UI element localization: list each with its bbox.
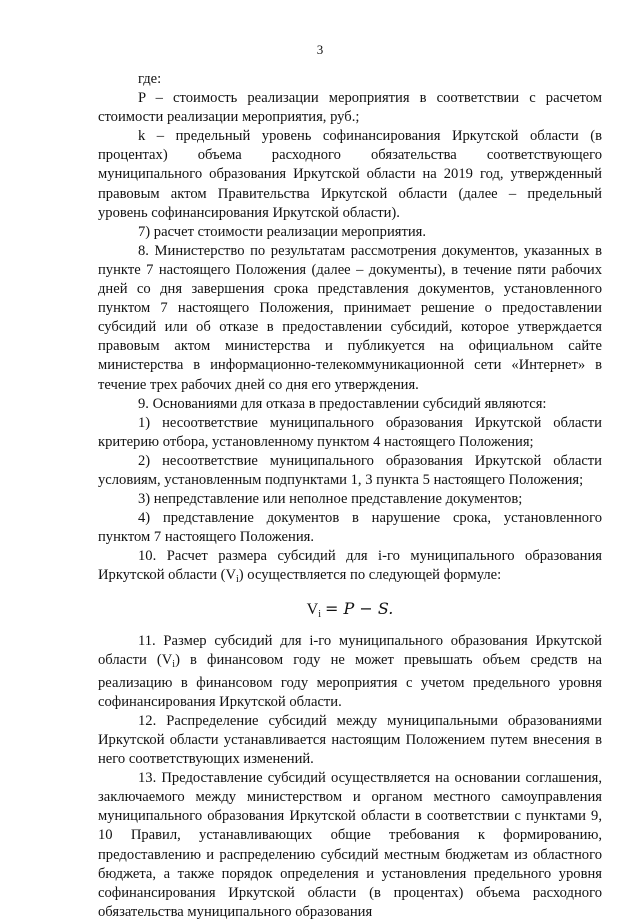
paragraph-12: 12. Распределение субсидий между муниципальными образованиями Иркутской области устанавливается настоящим Положением путем внесения в него соответствующих изменений. bbox=[98, 712, 602, 768]
paragraph-9-2: 2) несоответствие муниципального образования Иркутской области условиям, установленным подпунктами 1, 3 пункта 5 настоящего Положения; bbox=[98, 452, 602, 488]
paragraph-9-1: 1) несоответствие муниципального образования Иркутской области критерию отбора, установленному пунктом 4 настоящего Положения; bbox=[98, 414, 602, 450]
paragraph-10-tail: ) осуществляется по следующей формуле: bbox=[238, 567, 502, 584]
formula-rhs: = P − S. bbox=[325, 598, 394, 618]
paragraph-11-tail: ) в финансовом году не может превышать объем средств на реализацию в финансовом году мероприятия с учетом предельного уровня софинансирования Иркутской области. bbox=[98, 651, 602, 710]
paragraph-10-head: 10. Расчет размера субсидий для i-го муниципального образования Иркутской области (V bbox=[98, 548, 602, 584]
paragraph-9: 9. Основаниями для отказа в предоставлении субсидий являются: bbox=[138, 395, 547, 412]
paragraph-where: где: bbox=[138, 71, 162, 87]
paragraph-10 bbox=[98, 547, 602, 589]
formula-subscript: i bbox=[318, 608, 322, 620]
formula-lhs: V bbox=[306, 600, 319, 618]
paragraph-k-definition: k – предельный уровень софинансирования Иркутской области (в процентах) объема расходного обязательства соответствующего муниципального образования Иркутской области на 2019 год, утвержденный правовым актом Правительства Иркутской области (далее – предельный уровень софинансирования Иркутской области). bbox=[98, 128, 602, 221]
paragraph-11-head: 11. Размер субсидий для i-го муниципального образования Иркутской области (V bbox=[98, 632, 602, 668]
paragraph-13: 13. Предоставление субсидий осуществляется на основании соглашения, заключаемого между министерством и органом местного самоуправления муниципального образования Иркутской области в соответствии с пунктами 9, 10 Правил, устанавливающих общие требования к формированию, предоставлению и распределению субсидий местным бюджетам из областного бюджета, а также порядок определения и установления предельного уровня софинансирования Иркутской области (в процентах) объема расходного обязательства муниципального образования bbox=[98, 770, 602, 920]
formula bbox=[98, 596, 602, 628]
page-number: 3 bbox=[316, 42, 324, 57]
subscript-i: i bbox=[236, 574, 239, 586]
paragraph-8: 8. Министерство по результатам рассмотрения документов, указанных в пункте 7 настоящего Положения (далее – документы), в течение пяти рабочих дней со дня завершения срока представления документов, установленного пунктом 7 настоящего Положения, принимает решение о предоставлении субсидий или об отказе в предоставлении субсидий, которое утверждается правовым актом министерства и публикуется на официальном сайте министерства в информационно-телекоммуникационной сети «Интернет» в течение трех рабочих дней со дня его утверждения. bbox=[98, 242, 602, 393]
paragraph-p-definition: P – стоимость реализации мероприятия в соответствии с расчетом стоимости реализации мероприятия, руб.; bbox=[98, 90, 602, 126]
paragraph-11 bbox=[98, 632, 602, 712]
subscript-i: i bbox=[172, 658, 176, 670]
paragraph-item-7: 7) расчет стоимости реализации мероприятия. bbox=[138, 223, 427, 240]
paragraph-9-3: 3) непредставление или неполное представление документов; bbox=[138, 491, 523, 508]
paragraph-9-4: 4) представление документов в нарушение срока, установленного пунктом 7 настоящего Положения. bbox=[98, 510, 602, 546]
document-body bbox=[98, 70, 602, 922]
